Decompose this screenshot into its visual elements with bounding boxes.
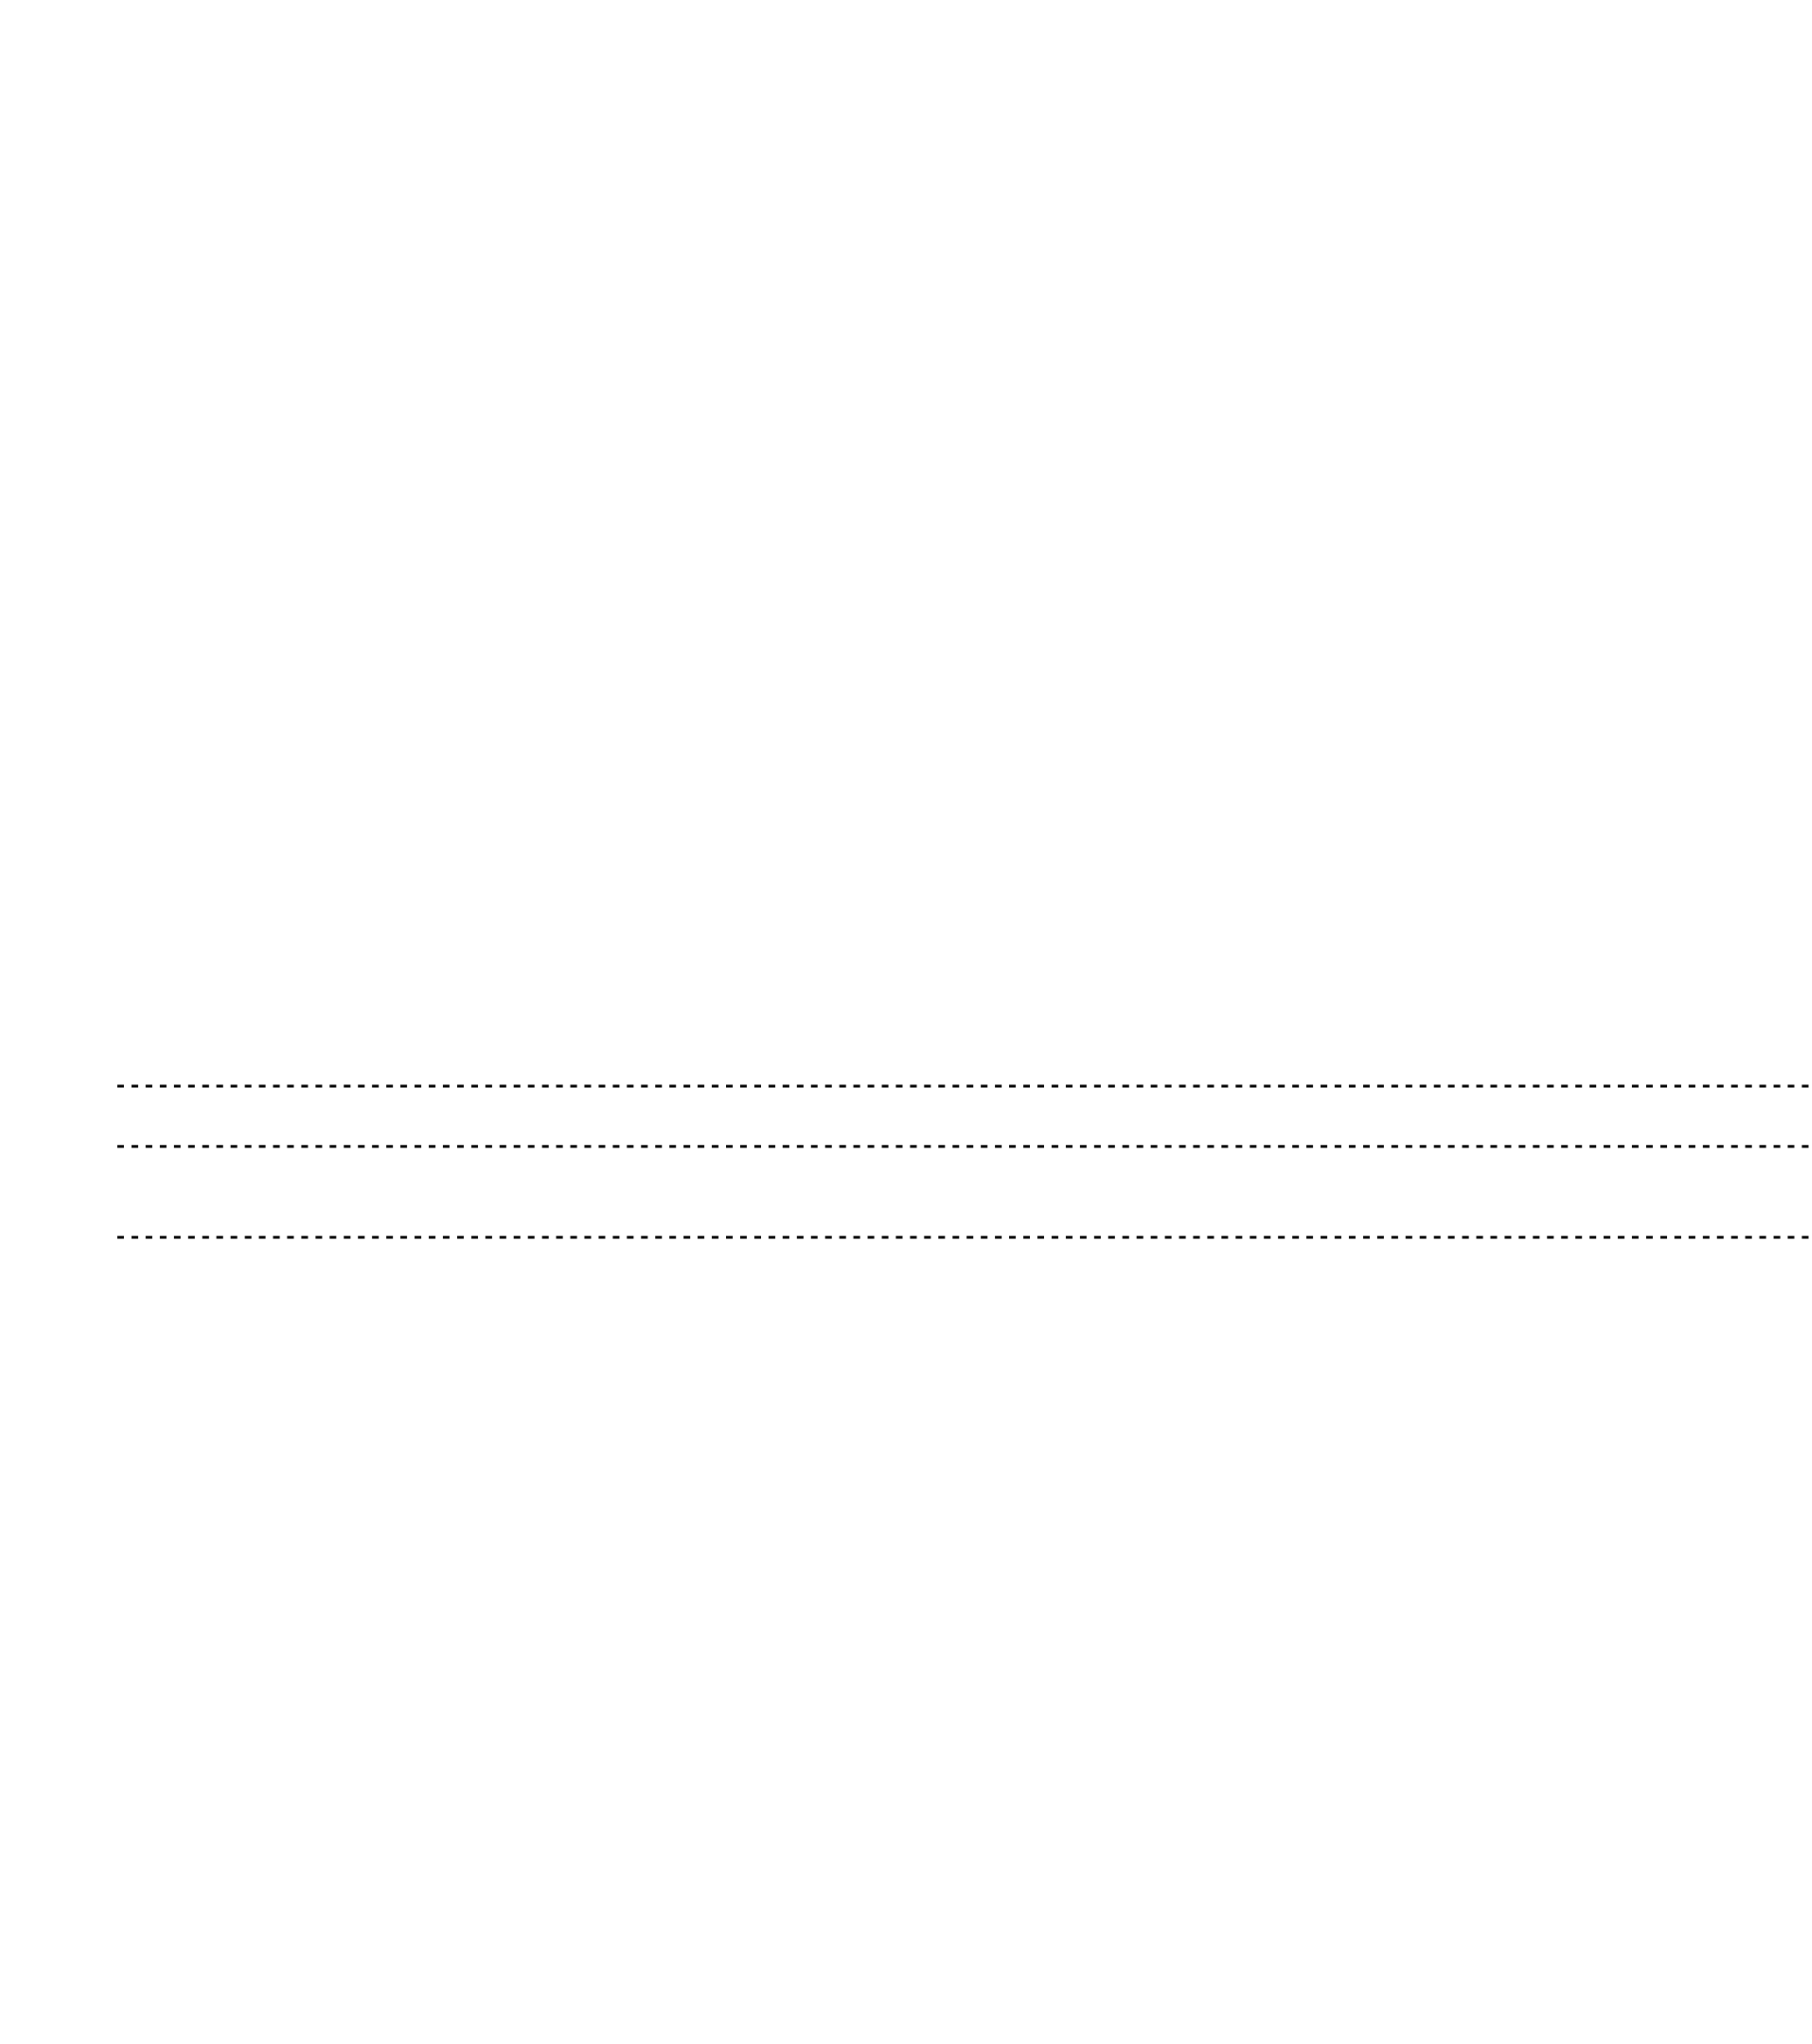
divider: ------------------------------------------------------------------------------------------------------------------------ xyxy=(114,1134,1812,1161)
summary-line: ------------------------------------------------------------------------------------------------------------------------ xyxy=(114,1074,1812,1100)
divider: ------------------------------------------------------------------------------------------------------------------------ xyxy=(114,1225,1812,1251)
